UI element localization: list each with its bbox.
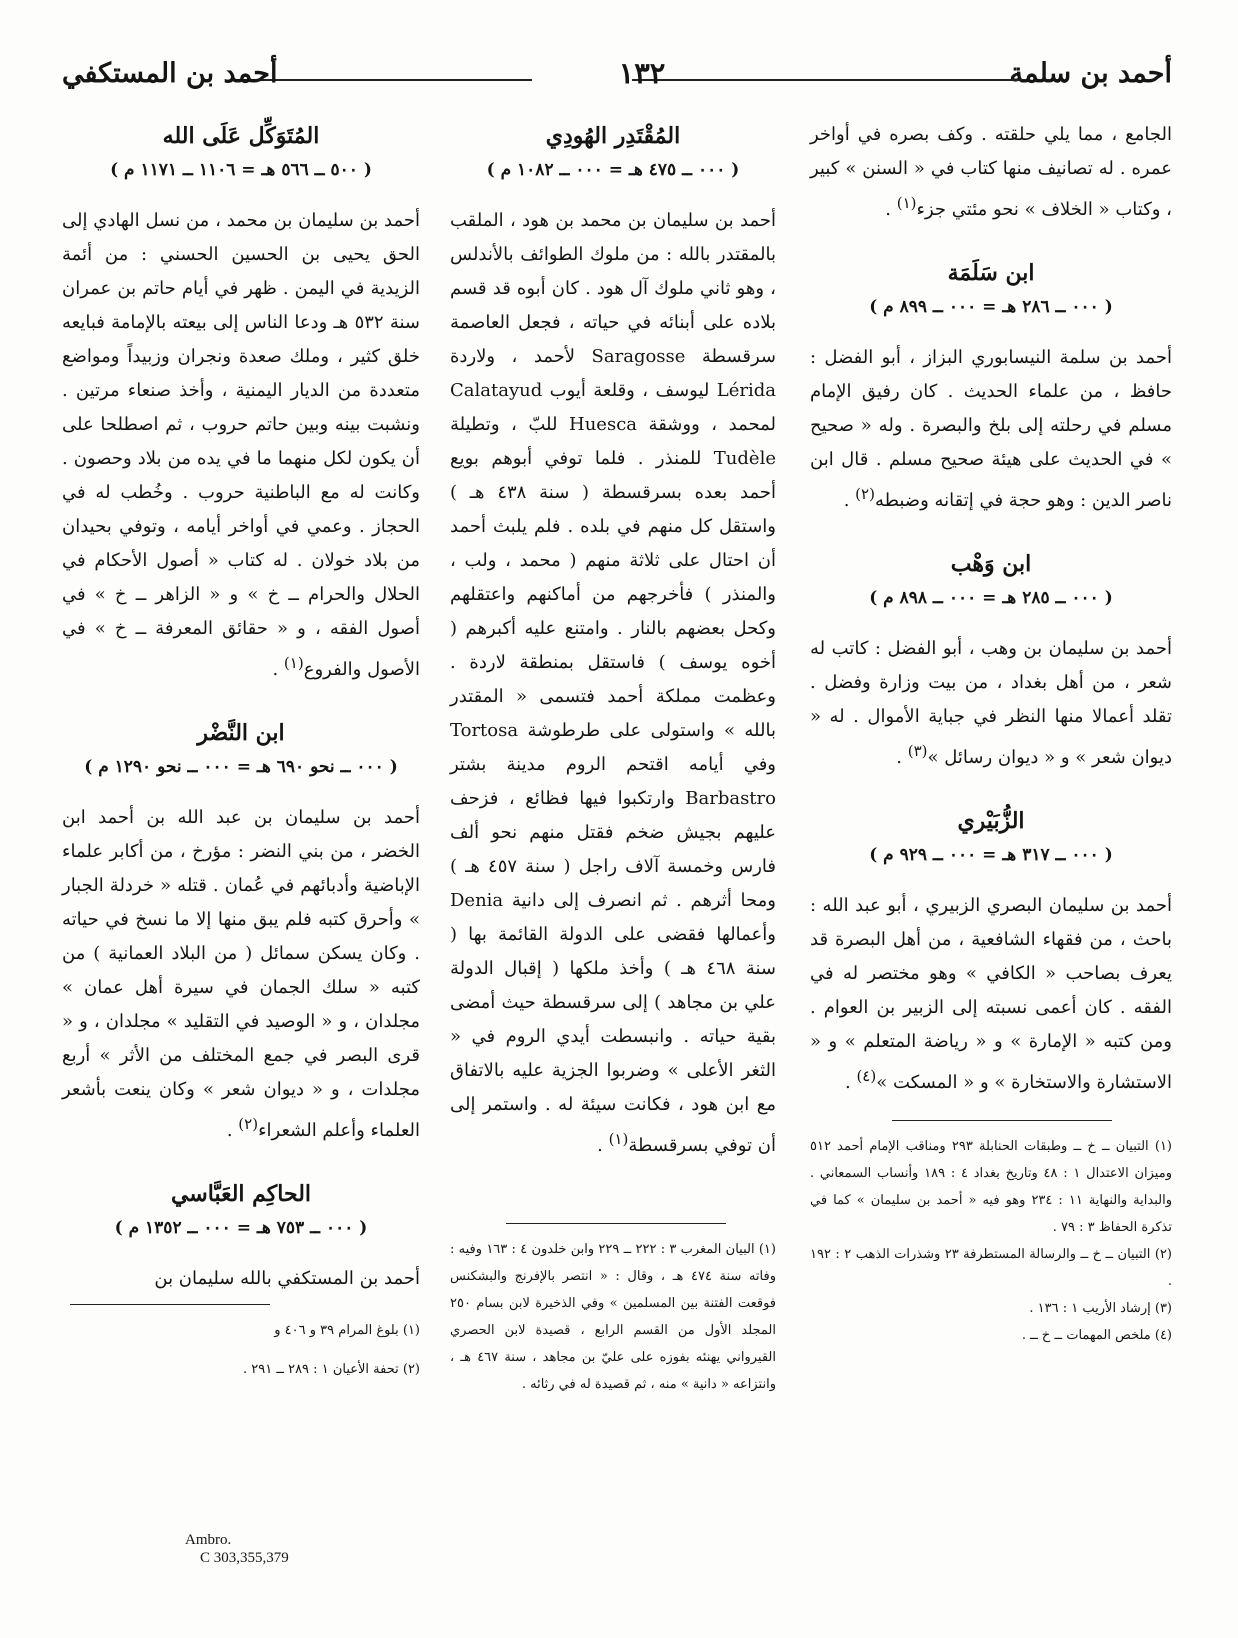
footnote-rule [506, 1223, 726, 1224]
entry-title: المُقْتَدِر الهُودِي [545, 123, 681, 149]
entry-dates: ( ٠٠٠ ــ ٢٨٥ هـ = ٠٠٠ ــ ٨٩٨ م ) [869, 588, 1113, 608]
footnote: (٤) ملخص المهمات ــ خ ــ . [1021, 1328, 1172, 1343]
entry-dates: ( ٠٠٠ ــ نحو ٦٩٠ هـ = ٠٠٠ ــ نحو ١٢٩٠ م ) [84, 757, 398, 777]
latin-place-name: Barbastro [685, 788, 776, 809]
latin-place-name: Lérida [716, 380, 776, 401]
column-middle [450, 118, 776, 1398]
continued-text: الجامع ، مما يلي حلقته . وكف بصره في أواخر عمره . له تصانيف منها كتاب في « السنن » كبير ، وكتاب « الخلاف » نحو مئتي جزء$^{(١)}$ . [810, 124, 1172, 220]
entry-title: ابن النَّضْر [197, 720, 285, 746]
entry-dates: ( ٠٠٠ ــ ٧٥٣ هـ = ٠٠٠ ــ ١٣٥٢ م ) [114, 1218, 368, 1238]
latin-place-name: Saragosse [591, 346, 686, 367]
latin-place-name: Denia [450, 890, 504, 911]
entry-title: الحاكِم العَبَّاسي [170, 1181, 312, 1207]
running-header [62, 52, 1172, 102]
footnote-rule [892, 1120, 1112, 1121]
entry-title: المُتَوَكِّل عَلَى الله [162, 123, 320, 149]
footnote: (١) بلوغ المرام ٣٩ و ٤٠٦ و [274, 1323, 420, 1338]
entry-body: أحمد بن سليمان بن محمد بن هود ، الملقب بالمقتدر بالله : من ملوك الطوائف بالأندلس ، وهو ثاني ملوك آل هود . كان أبوه قد قسم بلاده على أبنائه في حياته ، فجعل العاصمة سرقسطة Saragosse لأحمد ، ولاردة Lérida ليوسف ، وقلعة أيوب Calatayud لمحمد ، ووشقة Huesca للبّ ، وتطيلة Tudèle للمنذر . فلما توفي أبوهم بويع أحمد بعده بسرقسطة ( سنة ٤٣٨ هـ ) واستقل كل منهم في بلده . فلم يلبث أحمد أن احتال على ثلاثة منهم ( محمد ، ولب ، والمنذر ) فأخرجهم من أماكنهم واعتقلهم وكحل بعضهم بالنار . وامتنع عليه أكبرهم ( أخوه يوسف ) فاستقل بمنطقة لاردة . وعظمت مملكة أحمد فتسمى « المقتدر بالله » واستولى على طرطوشة Tortosa وفي أيامه اقتحم الروم مدينة بشتر Barbastro وارتكبوا فيها فظائع ، فزحف عليهم بجيش ضخم فقتل منهم نحو ألف فارس وخمسة آلاف راجل ( سنة ٤٥٧ هـ ) ومحا أثرهم . ثم انصرف إلى دانية Denia وأعمالها فقضى على الدولة القائمة بها ( سنة ٤٦٨ هـ ) وأخذ ملكها ( إقبال الدولة علي بن مجاهد ) إلى سرقسطة حيث أمضى بقية حياته . وانبسطت أيدي الروم في « الثغر الأعلى » وضربوا الجزية عليه بالاتفاق مع ابن هود ، فكانت سيئة له . واستمر إلى أن توفي بسرقسطة$^{(١)}$ . [450, 210, 776, 1156]
footnote: (٣) إرشاد الأريب ١ : ١٣٦ . [1029, 1301, 1172, 1316]
footnote-rule [70, 1304, 270, 1305]
entry-body: أحمد بن المستكفي بالله سليمان بن [154, 1268, 420, 1289]
column-left [62, 118, 420, 1383]
entry-dates: ( ٥٠٠ ــ ٥٦٦ هـ = ١١٠٦ ــ ١١٧١ م ) [110, 160, 372, 180]
entry-body: أحمد بن سليمان البصري الزبيري ، أبو عبد الله : باحث ، من فقهاء الشافعية ، من أهل البصرة قد يعرف بصاحب « الكافي » وهو مختصر له في الفقه . كان أعمى نسبته إلى الزبير بن العوام . ومن كتبه « الإمارة » و « رياضة المتعلم » و « الاستشارة والاستخارة » و « المسكت »$^{(٤)}$ . [810, 895, 1172, 1093]
footnote: (١) التبيان ــ خ ــ وطبقات الحنابلة ٢٩٣ ومناقب الإمام أحمد ٥١٢ وميزان الاعتدال ١ : ٤٨ وتاريخ بغداد ٤ : ١٨٩ وأنساب السمعاني . والبداية والنهاية ١١ : ٢٣٤ وهو فيه « أحمد بن سليمان » كما في تذكرة الحفاظ ٣ : ٧٩ . [810, 1139, 1172, 1235]
entry-title: الزُّبَيْري [957, 808, 1025, 834]
entry-body: أحمد بن سليمان بن محمد ، من نسل الهادي إلى الحق يحيى بن الحسين الحسني : من أئمة الزيدية في اليمن . ظهر في أيام حاتم بن عمران سنة ٥٣٢ هـ ودعا الناس إلى بيعته بالإمامة فبايعه خلق كثير ، وملك صعدة ونجران وزبيداً ومواضع متعددة من الديار اليمنية ، وأخذ صنعاء مرتين . ونشبت بينه وبين حاتم حروب ، ثم اصطلحا على أن يكون لكل منهما ما في يده من بلاد وحصون . وكانت له مع الباطنية حروب . وخُطب له في الحجاز . وعمي في أواخر أيامه ، وتوفي بحيدان من بلاد خولان . له كتاب « أصول الأحكام في الحلال والحرام ــ خ » و « الزاهر ــ خ » في أصول الفقه ، و « حقائق المعرفة ــ خ » في الأصول والفروع$^{(١)}$ . [62, 210, 420, 680]
entry-title: ابن سَلَمَة [947, 260, 1035, 286]
footnote: (١) البيان المغرب ٣ : ٢٢٢ ــ ٢٢٩ وابن خلدون ٤ : ١٦٣ وفيه : وفاته سنة ٤٧٤ هـ ، وقال : « انتصر بالإفرنج والبشكنس فوقعت الفتنة بين المسلمين » وفي الذخيرة لابن بسام ٢٥٠ المجلد الأول من القسم الرابع ، قصيدة لابن الحصري القيرواني يهنئه بفوزه على عليّ بن مجاهد ، سنة ٤٦٧ هـ ، وانتزاعه « دانية » منه ، ثم قصيدة له في رثائه . [450, 1242, 776, 1392]
latin-place-name: Huesca [569, 414, 638, 435]
entry-dates: ( ٠٠٠ ــ ٣١٧ هـ = ٠٠٠ ــ ٩٢٩ م ) [869, 845, 1113, 865]
entry-body: أحمد بن سليمان بن وهب ، أبو الفضل : كاتب له شعر ، من أهل بغداد ، من بيت وزارة وفضل . تقلد أعمالا منها النظر في جباية الأموال . له « ديوان شعر » و « ديوان رسائل »$^{(٣)}$ . [810, 638, 1172, 768]
latin-place-name: Calatayud [450, 380, 543, 401]
entry-body: أحمد بن سلمة النيسابوري البزاز ، أبو الفضل : حافظ ، من علماء الحديث . كان رفيق الإمام مسلم في رحلته إلى بلخ والبصرة . وله « صحيح » في الحديث على هيئة صحيح مسلم . قال ابن ناصر الدين : وهو حجة في إتقانه وضبطه$^{(٢)}$ . [810, 347, 1172, 511]
page-number: ١٣٢ [618, 56, 666, 90]
header-right-name: أحمد بن سلمة [1009, 58, 1172, 89]
entry-dates: ( ٠٠٠ ــ ٤٧٥ هـ = ٠٠٠ ــ ١٠٨٢ م ) [486, 160, 740, 180]
footnote: (٢) التبيان ــ خ ــ والرسالة المستطرفة ٢٣ وشذرات الذهب ٢ : ١٩٢ . [810, 1247, 1172, 1289]
latin-place-name: Tudèle [713, 448, 776, 469]
column-right [810, 118, 1172, 1349]
header-rule-right [632, 79, 1022, 81]
header-left-name: أحمد بن المستكفي [62, 58, 278, 89]
entry-body: أحمد بن سليمان بن عبد الله بن أحمد ابن الخضر ، من بني النضر : مؤرخ ، من أكابر علماء الإباضية وأدبائهم في عُمان . قتله « خردلة الجبار » وأحرق كتبه فلم يبق منها إلا ما نسخ في حياته . وكان يسكن سمائل ( من البلاد العمانية ) من كتبه « سلك الجمان في سيرة أهل عمان » مجلدان ، و « الوصيد في التقليد » مجلدان ، و « قرى البصر في جمع المختلف من الأثر » أربع مجلدات ، و « ديوان شعر » وكان ينعت بأشعر العلماء وأعلم الشعراء$^{(٢)}$ . [62, 807, 420, 1141]
latin-place-name: Tortosa [450, 720, 519, 741]
handwritten-annotation: C 303,355,379 [200, 1550, 289, 1566]
footnote: (٢) تحفة الأعيان ١ : ٢٨٩ ــ ٢٩١ . [242, 1362, 420, 1377]
entry-title: ابن وَهْب [950, 551, 1032, 577]
entry-dates: ( ٠٠٠ ــ ٢٨٦ هـ = ٠٠٠ ــ ٨٩٩ م ) [869, 297, 1113, 317]
handwritten-annotation: Ambro. [185, 1532, 232, 1548]
